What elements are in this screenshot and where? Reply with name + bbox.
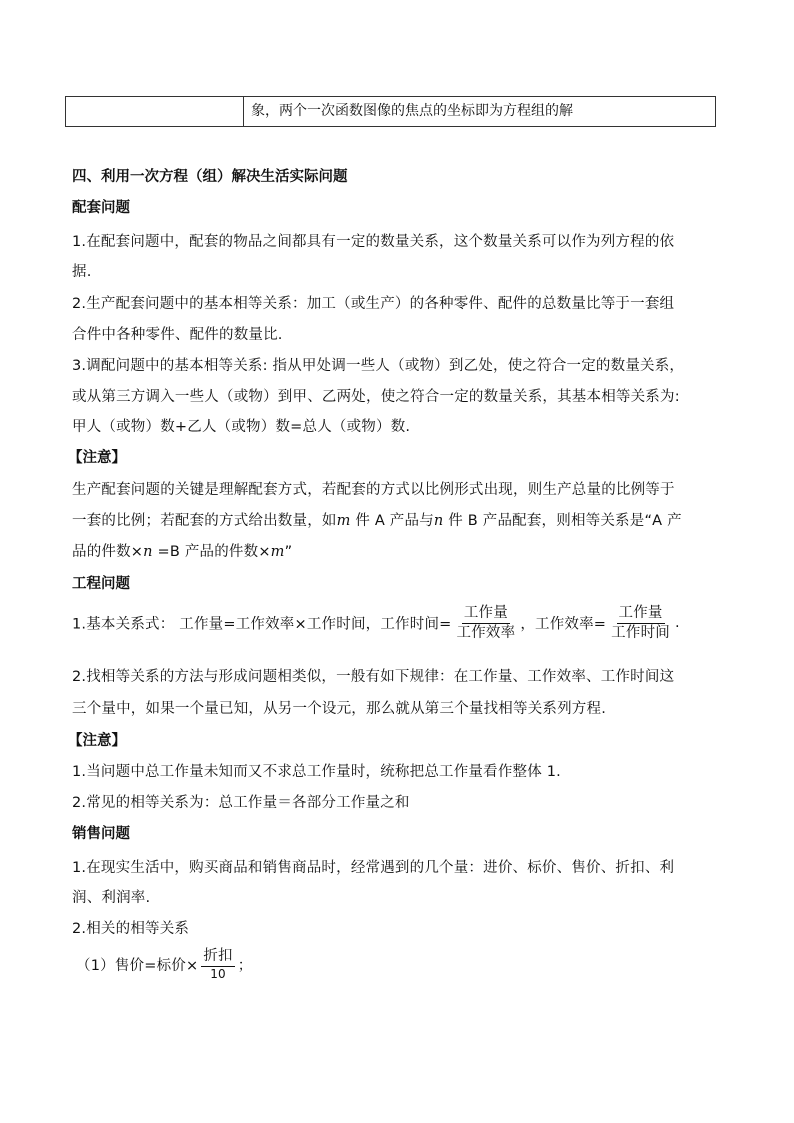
fraction-denominator: 10 bbox=[210, 966, 226, 981]
sales-p1-line1: 1.在现实生活中，购买商品和销售商品时，经常遇到的几个量：进价、标价、售价、折扣、利 bbox=[72, 860, 675, 876]
sales-p1-line2: 润、利润率. bbox=[72, 890, 151, 906]
formula-text: （1）售价=标价× bbox=[76, 958, 199, 975]
variable-m: m bbox=[270, 544, 285, 560]
note-text: 件 B 产品配套，则相等关系是“A 产 bbox=[443, 513, 682, 529]
summary-table-row bbox=[65, 96, 716, 127]
variable-m: m bbox=[336, 513, 351, 529]
matching-p2-line2: 合件中各种零件、配件的数量比. bbox=[72, 327, 283, 343]
engineering-p2-line1: 2.找相等关系的方法与形成问题相类似，一般有如下规律：在工作量、工作效率、工作时间这 bbox=[72, 669, 675, 685]
formula-text: . bbox=[674, 615, 680, 632]
note-text: 件 A 产品与 bbox=[350, 513, 434, 529]
fraction-denominator: 工作效率 bbox=[456, 624, 516, 641]
engineering-note-label: 【注意】 bbox=[68, 733, 126, 749]
section-title: 四、利用一次方程（组）解决生活实际问题 bbox=[72, 169, 348, 185]
engineering-formula-line bbox=[72, 605, 680, 641]
note-text: =B 产品的件数× bbox=[152, 544, 271, 560]
table-cell-text: 象，两个一次函数图像的焦点的坐标即为方程组的解 bbox=[251, 103, 573, 119]
formula-text: 1.基本关系式： 工作量=工作效率×工作时间，工作时间= bbox=[72, 616, 452, 633]
table-cell-empty bbox=[66, 97, 244, 126]
matching-p3-line2: 或从第三方调入一些人（或物）到甲、乙两处，使之符合一定的数量关系，其基本相等关系为: bbox=[72, 389, 680, 405]
engineering-note-line1: 1.当问题中总工作量未知而又不求总工作量时，统称把总工作量看作整体 1. bbox=[72, 764, 561, 780]
matching-note-line2 bbox=[72, 509, 682, 530]
engineering-p2-line2: 三个量中，如果一个量已知，从另一个设元，那么就从第三个量找相等关系列方程. bbox=[72, 701, 607, 717]
note-text: ” bbox=[284, 544, 293, 560]
formula-text: ，工作效率= bbox=[520, 616, 607, 633]
matching-p2-line1: 2.生产配套问题中的基本相等关系：加工（或生产）的各种零件、配件的总数量比等于一套组 bbox=[72, 296, 675, 312]
matching-note-line1: 生产配套问题的关键是理解配套方式，若配套的方式以比例形式出现，则生产总量的比例等于 bbox=[72, 482, 675, 498]
matching-problem-title: 配套问题 bbox=[72, 200, 130, 216]
fraction-work-efficiency bbox=[609, 605, 672, 641]
fraction-discount bbox=[201, 948, 234, 981]
note-text: 品的件数× bbox=[72, 544, 144, 560]
engineering-note-line2: 2.常见的相等关系为：总工作量＝各部分工作量之和 bbox=[72, 795, 410, 811]
sales-p2: 2.相关的相等关系 bbox=[72, 921, 190, 937]
formula-text: ； bbox=[237, 958, 253, 975]
matching-p1-line1: 1.在配套问题中，配套的物品之间都具有一定的数量关系，这个数量关系可以作为列方程的依 bbox=[72, 234, 675, 250]
variable-n: n bbox=[433, 513, 444, 529]
matching-note-line3 bbox=[72, 540, 292, 561]
fraction-denominator: 工作时间 bbox=[611, 624, 670, 641]
variable-n: n bbox=[143, 544, 153, 560]
sales-problem-title: 销售问题 bbox=[72, 826, 130, 842]
engineering-problem-title: 工程问题 bbox=[72, 576, 130, 592]
matching-note-label: 【注意】 bbox=[68, 450, 126, 466]
fraction-numerator: 工作量 bbox=[462, 605, 510, 624]
fraction-work-time bbox=[455, 605, 518, 641]
matching-p3-line3: 甲人（或物）数+乙人（或物）数=总人（或物）数. bbox=[72, 419, 411, 435]
matching-p1-line2: 据. bbox=[72, 264, 92, 280]
matching-p3-line1: 3.调配问题中的基本相等关系: 指从甲处调一些人（或物）到乙处，使之符合一定的数量关系， bbox=[72, 358, 685, 374]
sales-formula-line bbox=[76, 948, 252, 981]
fraction-numerator: 折扣 bbox=[201, 948, 234, 967]
note-text: 一套的比例；若配套的方式给出数量，如 bbox=[72, 513, 337, 529]
fraction-numerator: 工作量 bbox=[617, 605, 665, 624]
